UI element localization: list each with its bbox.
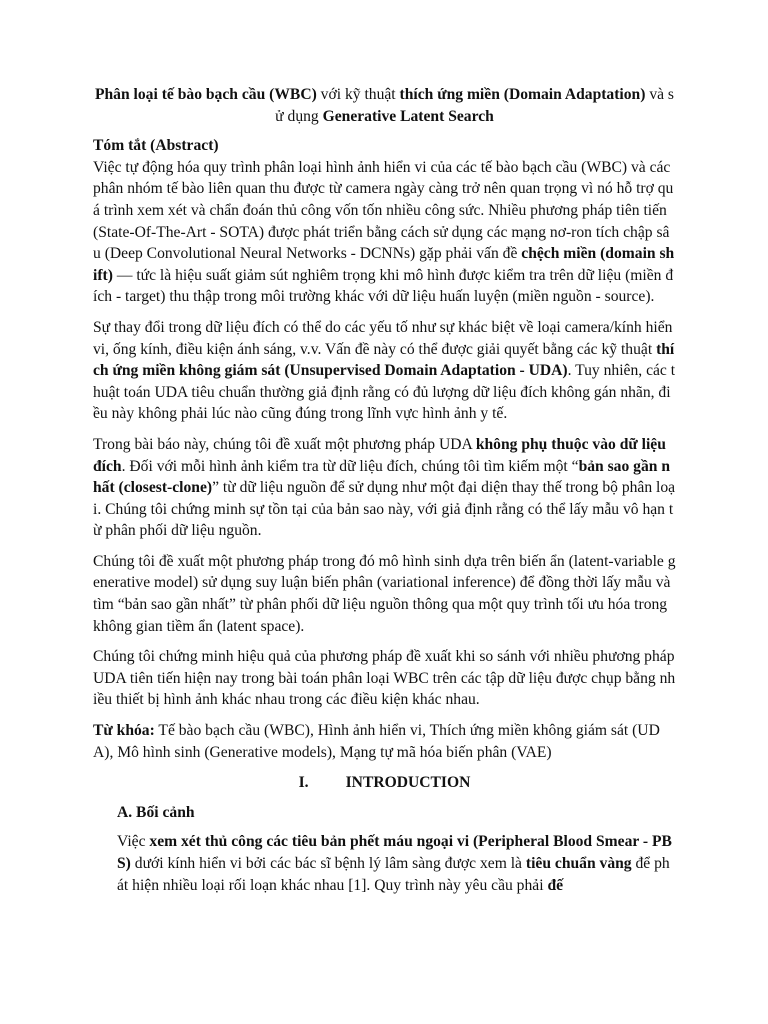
title-bold-2: thích ứng miền (Domain Adaptation): [399, 86, 646, 103]
abstract-p1-text-2: — tức là hiệu suất giảm sút nghiêm trọng khi mô hình được kiểm tra trên dữ liệu (miền đích - target) thu thập trong môi trường khác với dữ liệu huấn luyện (miền nguồn - source).: [93, 266, 674, 306]
abstract-p3-bold-1: không phụ thuộc vào dữ liệu đích: [93, 435, 666, 475]
intro-paragraph: [93, 831, 676, 896]
abstract-paragraph-1: [93, 157, 676, 308]
intro-text-2: dưới kính hiển vi bởi các bác sĩ bệnh lý lâm sàng được xem là: [130, 855, 526, 872]
section-heading: [93, 772, 676, 794]
keywords-label: Từ khóa:: [93, 722, 155, 740]
abstract-heading: Tóm tắt (Abstract): [93, 137, 219, 155]
keywords-text: Tế bào bạch cầu (WBC), Hình ảnh hiển vi, Thích ứng miền không giám sát (UDA), Mô hình sinh (Generative models), Mạng tự mã hóa biến phân (VAE): [93, 722, 660, 761]
document-title: [93, 84, 676, 127]
intro-bold-1: xem xét thủ công các tiêu bản phết máu ngoại vi (Peripheral Blood Smear - PBS): [117, 833, 672, 872]
title-bold-1: Phân loại tế bào bạch cầu (WBC): [94, 86, 317, 103]
title-text-1: với kỹ thuật: [316, 86, 400, 103]
abstract-p2-text-1: Sự thay đổi trong dữ liệu đích có thể do các yếu tố như sự khác biệt về loại camera/kính hiển vi, ống kính, điều kiện ánh sáng, v.v. Vấn đề này có thể được giải quyết bằng các kỹ thuật: [93, 318, 673, 358]
subsection-heading: A. Bối cảnh: [117, 803, 195, 821]
intro-bold-3: đế: [547, 876, 564, 894]
abstract-paragraph-2: [93, 317, 676, 425]
section-title: INTRODUCTION: [345, 774, 471, 792]
intro-text-3: để phát hiện nhiều loại rối loạn khác nhau [1]. Quy trình này yêu cầu phải: [117, 855, 670, 894]
title-text-2: và sử dụng: [275, 86, 675, 125]
abstract-paragraph-4: Chúng tôi đề xuất một phương pháp trong đó mô hình sinh dựa trên biến ẩn (latent-variable generative model) sử dụng suy luận biến phân (variational inference) để đồng thời lấy mẫu và tìm “bản sao gần nhất” từ phân phối dữ liệu nguồn thông qua một quy trình tối ưu hóa trong không gian tiềm ẩn (latent space).: [93, 552, 676, 635]
intro-text-1: Việc: [117, 833, 150, 851]
abstract-p1-bold-1: chệch miền (domain shift): [93, 245, 675, 284]
title-bold-3: Generative Latent Search: [322, 107, 494, 125]
abstract-p1-text-1: Việc tự động hóa quy trình phân loại hình ảnh hiển vi của các tế bào bạch cầu (WBC) và các phân nhóm tế bào liên quan thu được từ camera ngày càng trở nên quan trọng vì nó hỗ trợ quá trình xem xét và chẩn đoán thủ công vốn tốn nhiều công sức. Nhiều phương pháp tiên tiến (State-Of-The-Art - SOTA) được phát triển bằng cách sử dụng các mạng nơ-ron tích chập sâu (Deep Convolutional Neural Networks - DCNNs) gặp phải vấn đề: [93, 158, 674, 263]
abstract-p3-text-1: Trong bài báo này, chúng tôi đề xuất một phương pháp UDA: [93, 435, 476, 453]
intro-bold-2: tiêu chuẩn vàng: [525, 855, 632, 872]
section-number: I.: [298, 774, 309, 792]
abstract-p2-bold-1: thích ứng miền không giám sát (Unsupervised Domain Adaptation - UDA): [93, 340, 675, 380]
abstract-p3-bold-2: bản sao gần nhất (closest-clone): [93, 457, 671, 497]
abstract-paragraph-5: Chúng tôi chứng minh hiệu quả của phương pháp đề xuất khi so sánh với nhiều phương pháp UDA tiên tiến hiện nay trong bài toán phân loại WBC trên các tập dữ liệu được chụp bằng nhiều thiết bị hình ảnh khác nhau trong các điều kiện khác nhau.: [93, 648, 676, 709]
abstract-p2-text-2: . Tuy nhiên, các thuật toán UDA tiêu chuẩn thường giả định rằng có đủ lượng dữ liệu đích không gán nhãn, điều này không phải lúc nào cũng đúng trong lĩnh vực hình ảnh y tế.: [93, 362, 676, 423]
abstract-paragraph-3: [93, 434, 676, 542]
abstract-p3-text-3: ” từ dữ liệu nguồn để sử dụng như một đại diện thay thế trong bộ phân loại. Chúng tôi chứng minh sự tồn tại của bản sao này, với giả định rằng có thể lấy mẫu vô hạn từ phân phối dữ liệu nguồn.: [93, 479, 676, 540]
abstract-p3-text-2: . Đối với mỗi hình ảnh kiểm tra từ dữ liệu đích, chúng tôi tìm kiếm một “: [121, 457, 579, 475]
keywords: [93, 720, 676, 763]
